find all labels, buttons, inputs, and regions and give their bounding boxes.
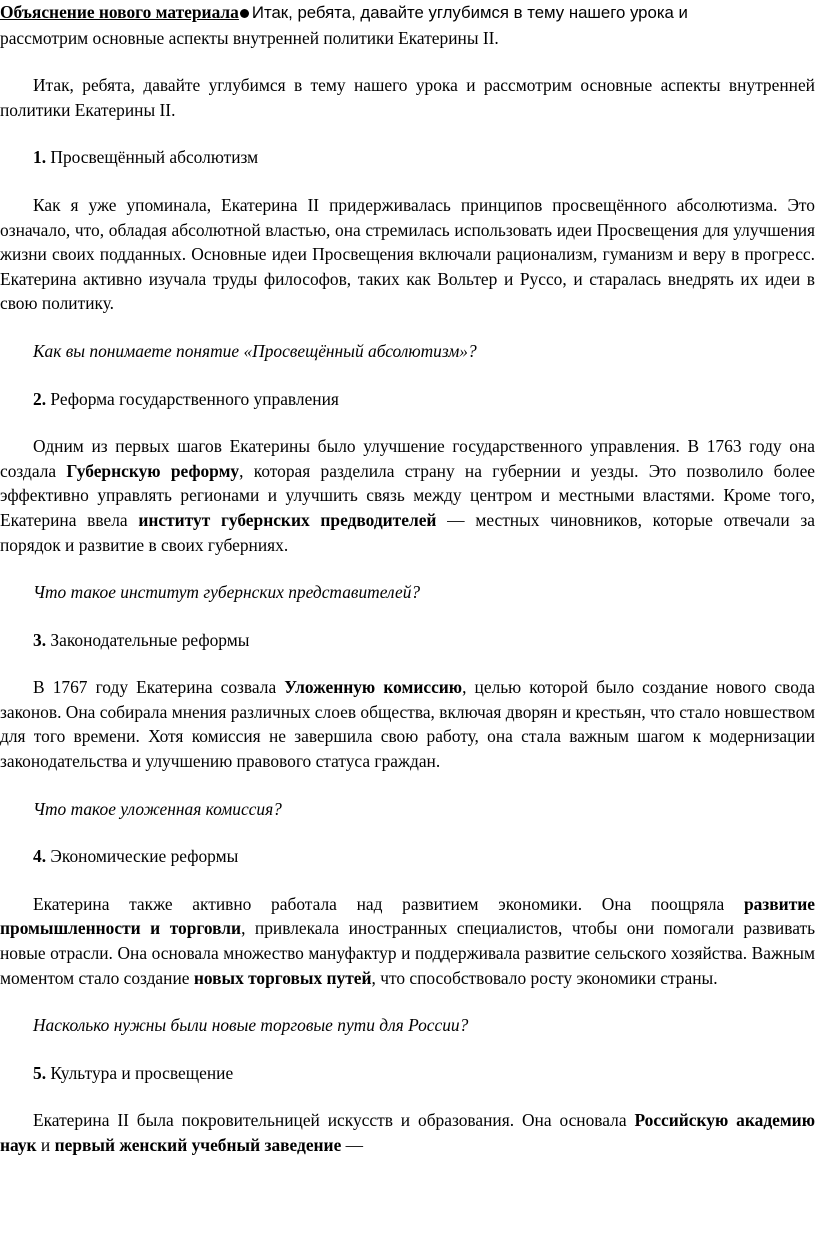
section-heading xyxy=(0,844,816,869)
section-number: 4. xyxy=(33,846,47,867)
section-paragraph xyxy=(0,1108,816,1157)
header-bullet-text: Итак, ребята, давайте углубимся в тему нашего урока и xyxy=(251,3,688,22)
section-heading xyxy=(0,387,816,412)
bold-term: Российскую академию наук xyxy=(0,1110,815,1155)
bullet-icon xyxy=(240,9,249,18)
intro-paragraph: Итак, ребята, давайте углубимся в тему нашего урока и рассмотрим основные аспекты внутренней политики Екатерины II. xyxy=(0,75,815,120)
paragraph-text: , целью которой было создание нового свода законов. Она собирала мнения различных слоев общества, включая дворян и крестьян, что стало новшеством для того времени. Хотя комиссия не завершила свою работу, она стала важным шагом к модернизации законодательства и улучшению правового статуса граждан. xyxy=(0,677,815,772)
paragraph-text: Екатерина II была покровительницей искусств и образования. Она основала xyxy=(33,1110,635,1131)
section-title: Просвещённый абсолютизм xyxy=(50,147,259,168)
paragraph-text: В 1767 году Екатерина созвала xyxy=(33,677,285,698)
section-title: Экономические реформы xyxy=(50,846,239,867)
paragraph-text: , привлекала иностранных специалистов, чтобы они помогали развивать новые отрасли. Она основала множество мануфактур и поддерживала развитие сельского хозяйства. Важным моментом стало создание xyxy=(0,918,816,988)
section-title: Культура и просвещение xyxy=(50,1062,234,1083)
section-heading xyxy=(0,145,816,170)
paragraph-text: Екатерина также активно работала над развитием экономики. Она поощряла xyxy=(33,893,744,914)
bold-term: развитие промышленности и торговли xyxy=(0,893,815,939)
paragraph-text: Одним из первых шагов Екатерины было улучшение государственного управления. В 1763 году она создала xyxy=(0,436,815,481)
section-paragraph: Как я уже упоминала, Екатерина II придерживалась принципов просвещённого абсолютизма. Это означало, что, обладая абсолютной властью, она стремилась использовать идеи Просвещения для улучшения жизни своих подданных. Основные идеи Просвещения включали рационализм, гуманизм и веру в прогресс. Екатерина активно изучала труды философов, таких как Вольтер и Руссо, и старалась внедрять их идеи в свою политику. xyxy=(0,194,815,314)
paragraph-text: — местных чиновников, которые отвечали за порядок и развитие в своих губерниях. xyxy=(0,509,816,555)
section-heading xyxy=(0,628,816,653)
paragraph-text: — xyxy=(341,1135,364,1155)
header-line xyxy=(0,0,816,50)
section-number: 1. xyxy=(33,147,47,168)
section-question: Что такое уложенная комиссия? xyxy=(33,798,282,819)
bold-term: институт губернских предводителей xyxy=(138,509,437,530)
bold-term: новых торговых путей xyxy=(193,967,372,988)
section-heading xyxy=(0,1061,816,1086)
section-paragraph xyxy=(0,434,816,557)
section-title: Законодательные реформы xyxy=(50,629,250,650)
section-paragraph xyxy=(0,675,816,773)
section-number: 5. xyxy=(33,1062,47,1083)
section-question: Насколько нужны были новые торговые пути для России? xyxy=(33,1015,469,1036)
bold-term: первый женский учебный заведение xyxy=(54,1135,342,1155)
paragraph-text: и xyxy=(36,1135,55,1155)
section-number: 3. xyxy=(33,629,47,650)
section-question: Что такое институт губернских представителей? xyxy=(33,582,421,603)
paragraph-text: , которая разделила страну на губернии и уезды. Это позволило более эффективно управлять регионами и улучшить связь между центром и местными властями. Кроме того, Екатерина ввела xyxy=(0,460,816,530)
header-line-2: рассмотрим основные аспекты внутренней политики Екатерины II. xyxy=(0,27,499,48)
lesson-section-title: Объяснение нового материала xyxy=(0,2,239,22)
section-paragraph xyxy=(0,892,816,990)
paragraph-text: , что способствовало росту экономики страны. xyxy=(371,967,718,988)
section-number: 2. xyxy=(33,388,47,409)
bold-term: Губернскую реформу xyxy=(66,460,240,481)
section-question: Как вы понимаете понятие «Просвещённый абсолютизм»? xyxy=(33,340,477,361)
section-title: Реформа государственного управления xyxy=(50,388,339,409)
bold-term: Уложенную комиссию xyxy=(284,677,463,698)
